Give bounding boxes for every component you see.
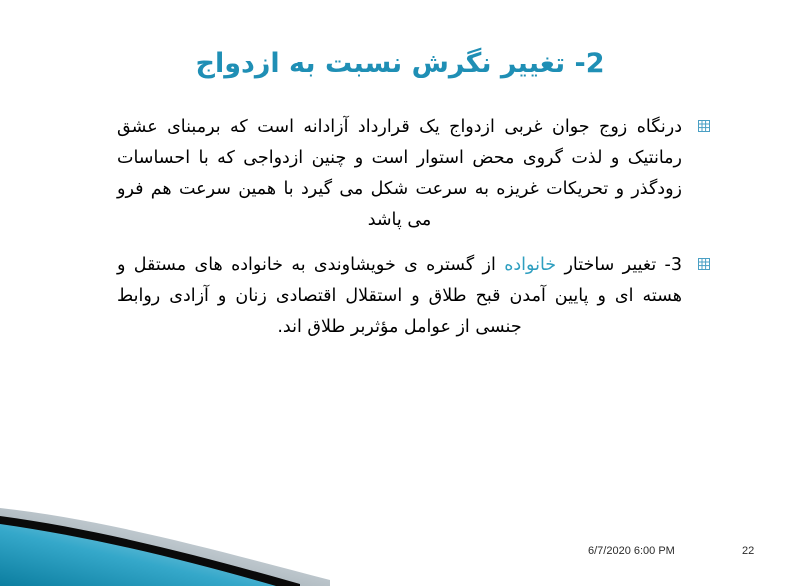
highlighted-term: خانواده — [504, 255, 557, 275]
footer-page-number: 22 — [742, 545, 755, 557]
page-title: 2- تغییر نگرش نسبت به ازدواج — [195, 48, 605, 79]
table-bullet-icon — [698, 258, 710, 270]
table-bullet-icon — [698, 120, 710, 132]
slide-body — [117, 112, 682, 357]
corner-decoration-graphic — [0, 476, 330, 586]
list-item-text: درنگاه زوج جوان غربی ازدواج یک قرارداد آزادانه است که برمبنای عشق رمانتیک و لذت گروی محض استوار است و چنین ازدواجی که با احساسات زودگذر و تحریکات غریزه به سرعت شکل می گیرد با همین سرعت هم فرو می پاشد — [117, 117, 682, 230]
list-item-text-rest: از گستره ی خویشاوندی به خانواده های مستقل و هسته ای و پایین آمدن قبح طلاق و استقلال اقتصادی زنان و آزادی روابط جنسی از عوامل مؤثربر طلاق اند. — [117, 255, 682, 337]
list-item — [117, 112, 682, 236]
list-item-text — [117, 250, 682, 343]
list-item — [117, 250, 682, 343]
list-item-text-lead: 3- تغییر ساختار — [556, 255, 682, 275]
footer-timestamp: 6/7/2020 6:00 PM — [588, 545, 675, 557]
